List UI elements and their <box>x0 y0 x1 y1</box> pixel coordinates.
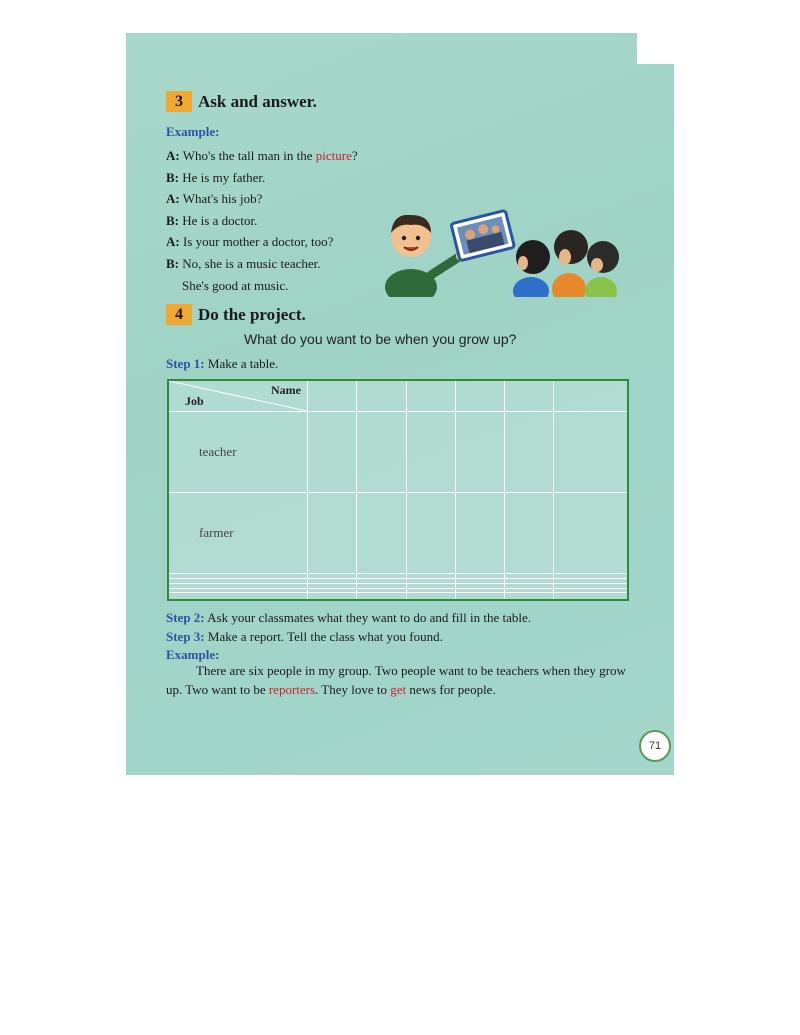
table-cell[interactable] <box>455 380 504 412</box>
textbook-page <box>126 33 674 775</box>
header-name-label: Name <box>271 383 301 397</box>
section-3-number: 3 <box>166 91 192 112</box>
section-4-example-label: Example: <box>166 647 220 662</box>
dialogue-line: B: He is my father. <box>166 169 266 185</box>
table-cell[interactable] <box>505 412 554 493</box>
table-row <box>168 593 628 600</box>
table-cell[interactable] <box>308 380 357 412</box>
section-4-number: 4 <box>166 304 192 325</box>
table-cell[interactable] <box>406 593 455 600</box>
table-cell[interactable] <box>554 412 628 493</box>
table-cell[interactable] <box>308 493 357 574</box>
table-cell[interactable] <box>554 380 628 412</box>
dialogue <box>166 145 358 296</box>
table-cell[interactable] <box>554 493 628 574</box>
table-cell[interactable] <box>505 493 554 574</box>
table-cell[interactable] <box>554 593 628 600</box>
table-cell[interactable] <box>357 593 406 600</box>
job-cell: farmer <box>168 493 308 574</box>
dialogue-line: She's good at music. <box>182 277 289 293</box>
header-job-label: Job <box>185 394 204 408</box>
table-cell[interactable] <box>505 380 554 412</box>
dialogue-line: B: No, she is a music teacher. <box>166 255 321 271</box>
table-cell[interactable] <box>406 380 455 412</box>
page-number: 71 <box>639 730 671 762</box>
table-row <box>168 412 628 493</box>
dialogue-line: B: He is a doctor. <box>166 212 258 228</box>
section-4-title: Do the project. <box>198 304 306 324</box>
table-cell[interactable] <box>308 593 357 600</box>
table-cell[interactable] <box>406 412 455 493</box>
dialogue-line: A: Is your mother a doctor, too? <box>166 234 334 250</box>
section-3-example-label: Example: <box>166 124 220 139</box>
table-cell[interactable] <box>357 412 406 493</box>
table-header-row <box>168 380 628 412</box>
example-paragraph: There are six people in my group. Two people want to be teachers when they grow up. Two want to be reporters. They love to get news for people. <box>166 663 626 697</box>
children-illustration <box>371 205 626 297</box>
dialogue-line: A: What's his job? <box>166 191 263 207</box>
job-table <box>167 379 629 601</box>
step-3: Step 3: Make a report. Tell the class what you found. <box>166 629 443 644</box>
step-1: Step 1: Make a table. <box>166 356 279 371</box>
section-3-title: Ask and answer. <box>198 91 317 111</box>
table-cell[interactable] <box>455 412 504 493</box>
dialogue-line: A: Who's the tall man in the picture? <box>166 148 358 163</box>
job-cell[interactable] <box>168 593 308 600</box>
table-header-cell <box>168 380 308 412</box>
table-cell[interactable] <box>455 493 504 574</box>
project-question: What do you want to be when you grow up? <box>244 331 517 347</box>
table-cell[interactable] <box>357 493 406 574</box>
table-row <box>168 493 628 574</box>
table-cell[interactable] <box>505 593 554 600</box>
job-cell: teacher <box>168 412 308 493</box>
table-cell[interactable] <box>308 412 357 493</box>
step-2: Step 2: Ask your classmates what they want to do and fill in the table. <box>166 610 532 625</box>
section-4-heading <box>166 304 306 325</box>
table-cell[interactable] <box>406 493 455 574</box>
table-cell[interactable] <box>357 380 406 412</box>
table-cell[interactable] <box>455 593 504 600</box>
section-3-heading <box>166 91 317 112</box>
page-corner-cutout <box>637 33 674 64</box>
